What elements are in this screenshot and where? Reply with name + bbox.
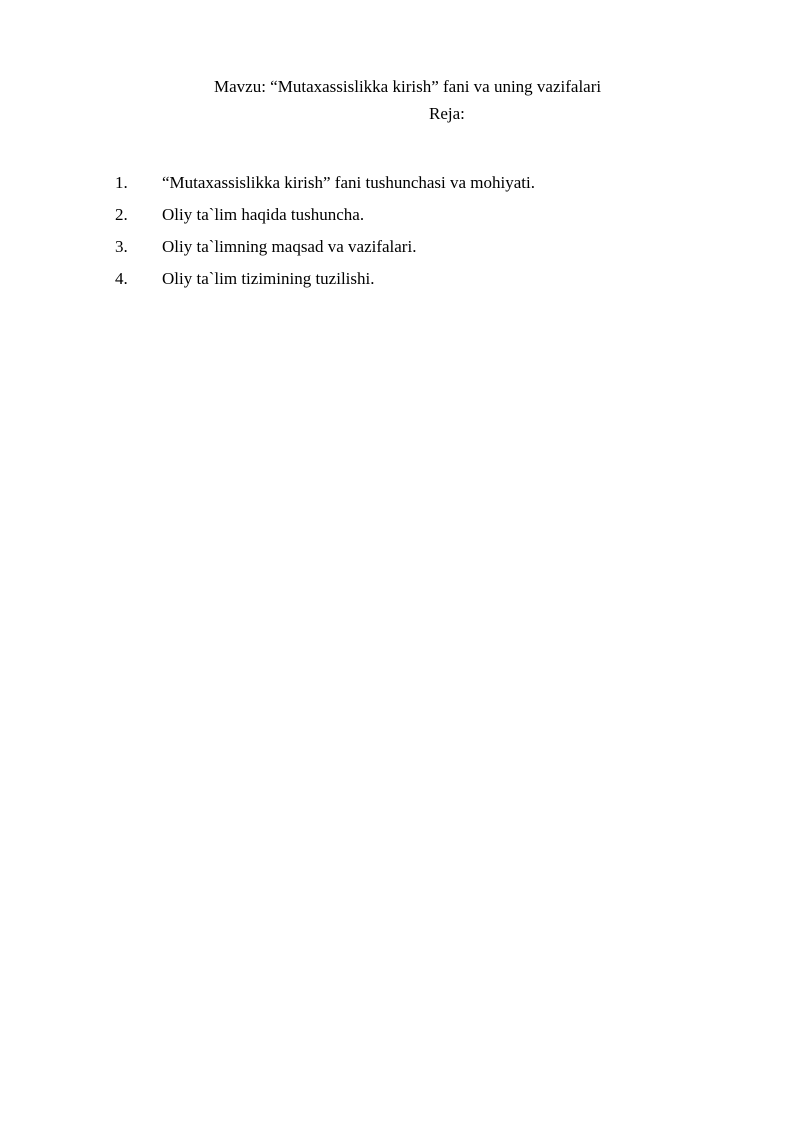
plan-item-number: 3.	[115, 237, 128, 256]
plan-item-text: Oliy ta`lim tizimining tuzilishi.	[162, 269, 375, 288]
plan-item-number: 4.	[115, 269, 128, 288]
plan-item-text: Oliy ta`lim haqida tushuncha.	[162, 205, 365, 224]
plan-item-number: 1.	[115, 173, 128, 192]
plan-item-number: 2.	[115, 205, 128, 224]
plan-heading: Reja:	[429, 104, 465, 123]
plan-item	[115, 167, 535, 199]
plan-list	[115, 167, 535, 295]
plan-item	[115, 231, 535, 263]
plan-item	[115, 199, 535, 231]
plan-item	[115, 263, 535, 295]
plan-item-text: “Mutaxassislikka kirish” fani tushunchasi va mohiyati.	[162, 173, 535, 192]
plan-item-text: Oliy ta`limning maqsad va vazifalari.	[162, 237, 417, 256]
document-title: Mavzu: “Mutaxassislikka kirish” fani va uning vazifalari	[214, 77, 602, 96]
